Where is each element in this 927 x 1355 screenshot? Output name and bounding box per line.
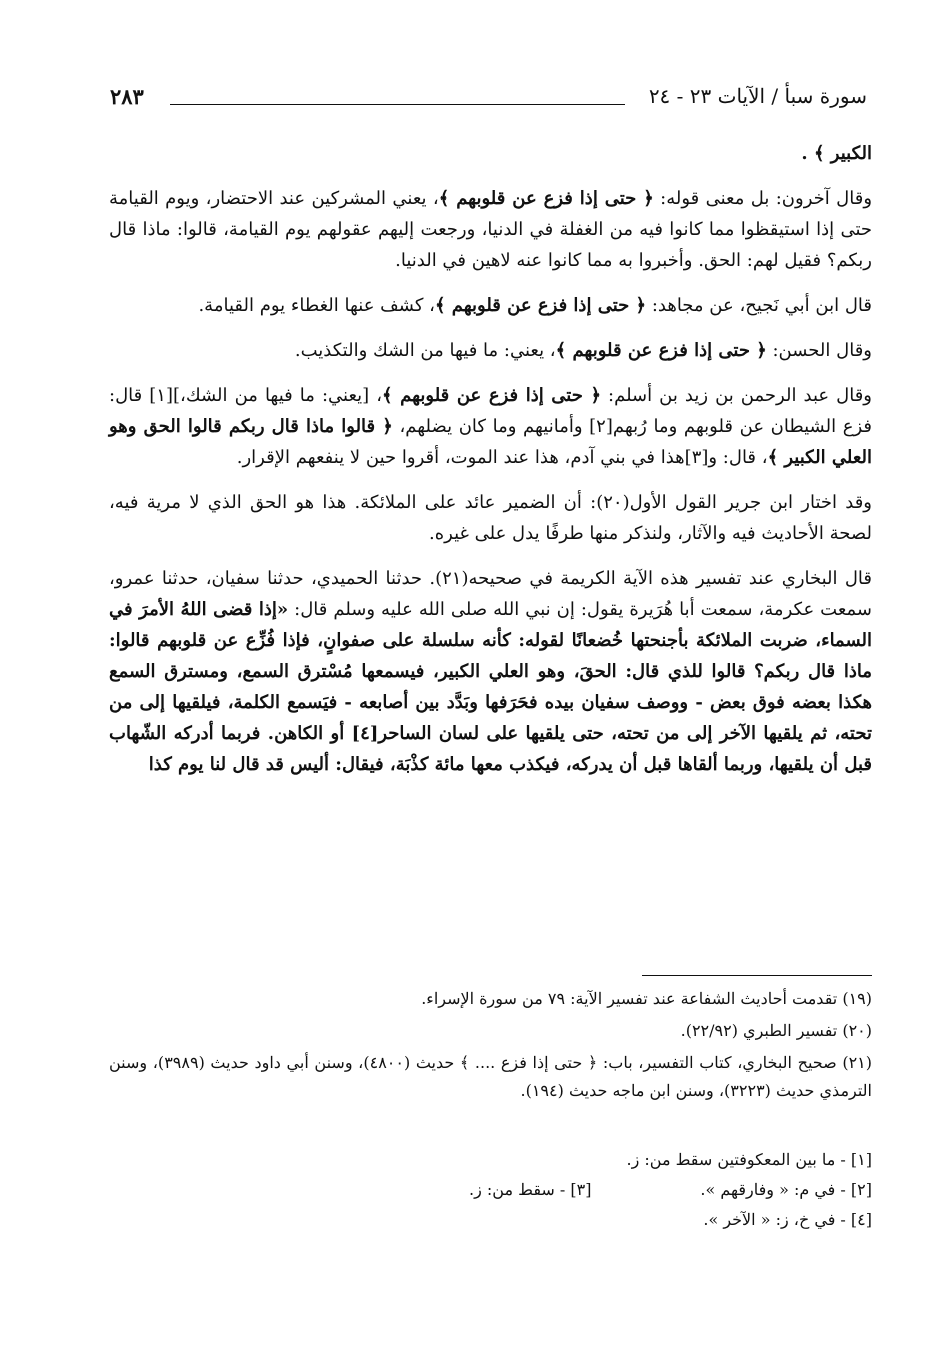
variant-3: [٣] - سقط من: ز. <box>469 1180 592 1199</box>
p2-lead: وقال آخرون: بل معنى قوله: <box>653 188 873 209</box>
footnote-21: (٢١) صحيح البخاري، كتاب التفسير، باب: ﴿ حتى إذا فزع .... ﴾ حديث (٤٨٠٠)، وسنن أبي داود حديث (٣٩٨٩)، وسنن الترمذي حديث (٣٢٢٣)، وسنن ابن ماجه حديث (١٩٤). <box>109 1053 873 1100</box>
variant-1: [١] - ما بين المعكوفتين سقط من: ز. <box>626 1150 872 1169</box>
variant-2: [٢] - في م: « وفارقهم ». <box>700 1180 872 1199</box>
main-text <box>109 138 872 786</box>
paragraph-6: وقد اختار ابن جرير القول الأول(٢٠): أن الضمير عائد على الملائكة. هذا هو الحق الذي لا مرية فيه، لصحة الأحاديث فيه والآثار، ولنذكر منها طرفًا يدل على غيره. <box>109 492 872 544</box>
paragraph-4 <box>109 335 872 366</box>
manuscript-variants <box>109 1145 872 1235</box>
p5-verse-2: ﴿ قالوا ماذا قال ربكم قالوا الحق وهو العلي الكبير ﴾ <box>109 416 872 468</box>
paragraph-7 <box>109 563 872 780</box>
page-number: ٢٨٣ <box>110 84 144 109</box>
footnote-20: (٢٠) تفسير الطبري (٢٢/٩٢). <box>680 1021 872 1040</box>
hadith-text: «إذا قضى اللهُ الأمرَ في السماء، ضربت الملائكة بأجنحتها خُضعانًا لقوله: كأنه سلسلة على صفوانٍ، فإذا فُزِّع عن قلوبهم قالوا: ماذا قال ربكم؟ قالوا للذي قال: الحقَ، وهو العلي الكبير، فيسمعها مُسْترق السمع، ومسترق السمع هكذا بعضه فوق بعض - ووصف سفيان بيده فحَرَفها وبَدَّد بين أصابعه - فيَسمع الكلمة، فيلقيها إلى من تحته، ثم يلقيها الآخر إلى من تحته، حتى يلقيها على لسان الساحر[٤] أو الكاهن. فربما أدركه الشّهاب قبل أن يلقيها، وربما ألقاها قبل أن يدركه، فيكذب معها مائة كذْبَة، فيقال: أليس قد قال لنا يوم كذا <box>109 599 872 775</box>
running-title: سورة سبأ / الآيات ٢٣ - ٢٤ <box>648 84 867 108</box>
variant-row-1 <box>109 1145 872 1175</box>
variant-row-2 <box>109 1175 872 1205</box>
p4-lead: وقال الحسن: <box>766 340 872 361</box>
paragraph-5 <box>109 380 872 473</box>
p5-rest: ، قال: و[٣]هذا في بني آدم، هذا عند الموت، أقروا حين لا ينفعهم الإقرار. <box>236 447 768 468</box>
p4-verse: ﴿ حتى إذا فزع عن قلوبهم ﴾ <box>555 340 767 361</box>
header-rule <box>170 104 625 105</box>
variant-row-3 <box>109 1205 872 1235</box>
variant-4: [٤] - في خ، ز: « الآخر ». <box>703 1210 872 1229</box>
p5-verse: ﴿ حتى إذا فزع عن قلوبهم ﴾ <box>382 385 601 406</box>
paragraph-2 <box>109 183 872 276</box>
footnote-rule <box>642 975 872 976</box>
p3-verse: ﴿ حتى إذا فزع عن قلوبهم ﴾ <box>434 295 647 316</box>
p7-lead: قال البخاري عند تفسير هذه الآية الكريمة في صحيحه(٢١). حدثنا الحميدي، حدثنا سفيان، حدثنا عمرو، سمعت عكرمة، سمعت أبا هُرَيرة يقول: إن نبي الله صلى الله عليه وسلم قال: <box>109 568 873 620</box>
page-header <box>110 84 867 114</box>
p2-verse: ﴿ حتى إذا فزع عن قلوبهم ﴾ <box>438 188 654 209</box>
p3-rest: ، كشف عنها الغطاء يوم القيامة. <box>198 295 435 316</box>
p3-lead: قال ابن أبي نَجيح، عن مجاهد: <box>646 295 872 316</box>
footnote-19: (١٩) تقدمت أحاديث الشفاعة عند تفسير الآية: ٧٩ من سورة الإسراء. <box>421 989 872 1008</box>
p5-lead: وقال عبد الرحمن بن زيد بن أسلم: <box>601 385 873 406</box>
p2-rest: ، يعني المشركين عند الاحتضار، ويوم القيامة حتى إذا استيقظوا مما كانوا فيه من الغفلة في الدنيا، ورجعت إليهم عقولهم يوم القيامة، قالوا: ماذا قال ربكم؟ فقيل لهم: الحق. وأخبروا به مما كانوا عنه لاهين في الدنيا. <box>109 188 872 271</box>
footnotes <box>109 985 872 1109</box>
paragraph-3 <box>109 290 872 321</box>
p5-middle: ، [يعني: ما فيها من الشك،][١] قال: فزع الشيطان عن قلوبهم وما رُبهم[٢] وأمانيهم وما كان يضلهم، <box>109 385 872 437</box>
paragraph-1: الكبير ﴾ . <box>801 143 872 164</box>
p4-rest: ، يعني: ما فيها من الشك والتكذيب. <box>294 340 556 361</box>
